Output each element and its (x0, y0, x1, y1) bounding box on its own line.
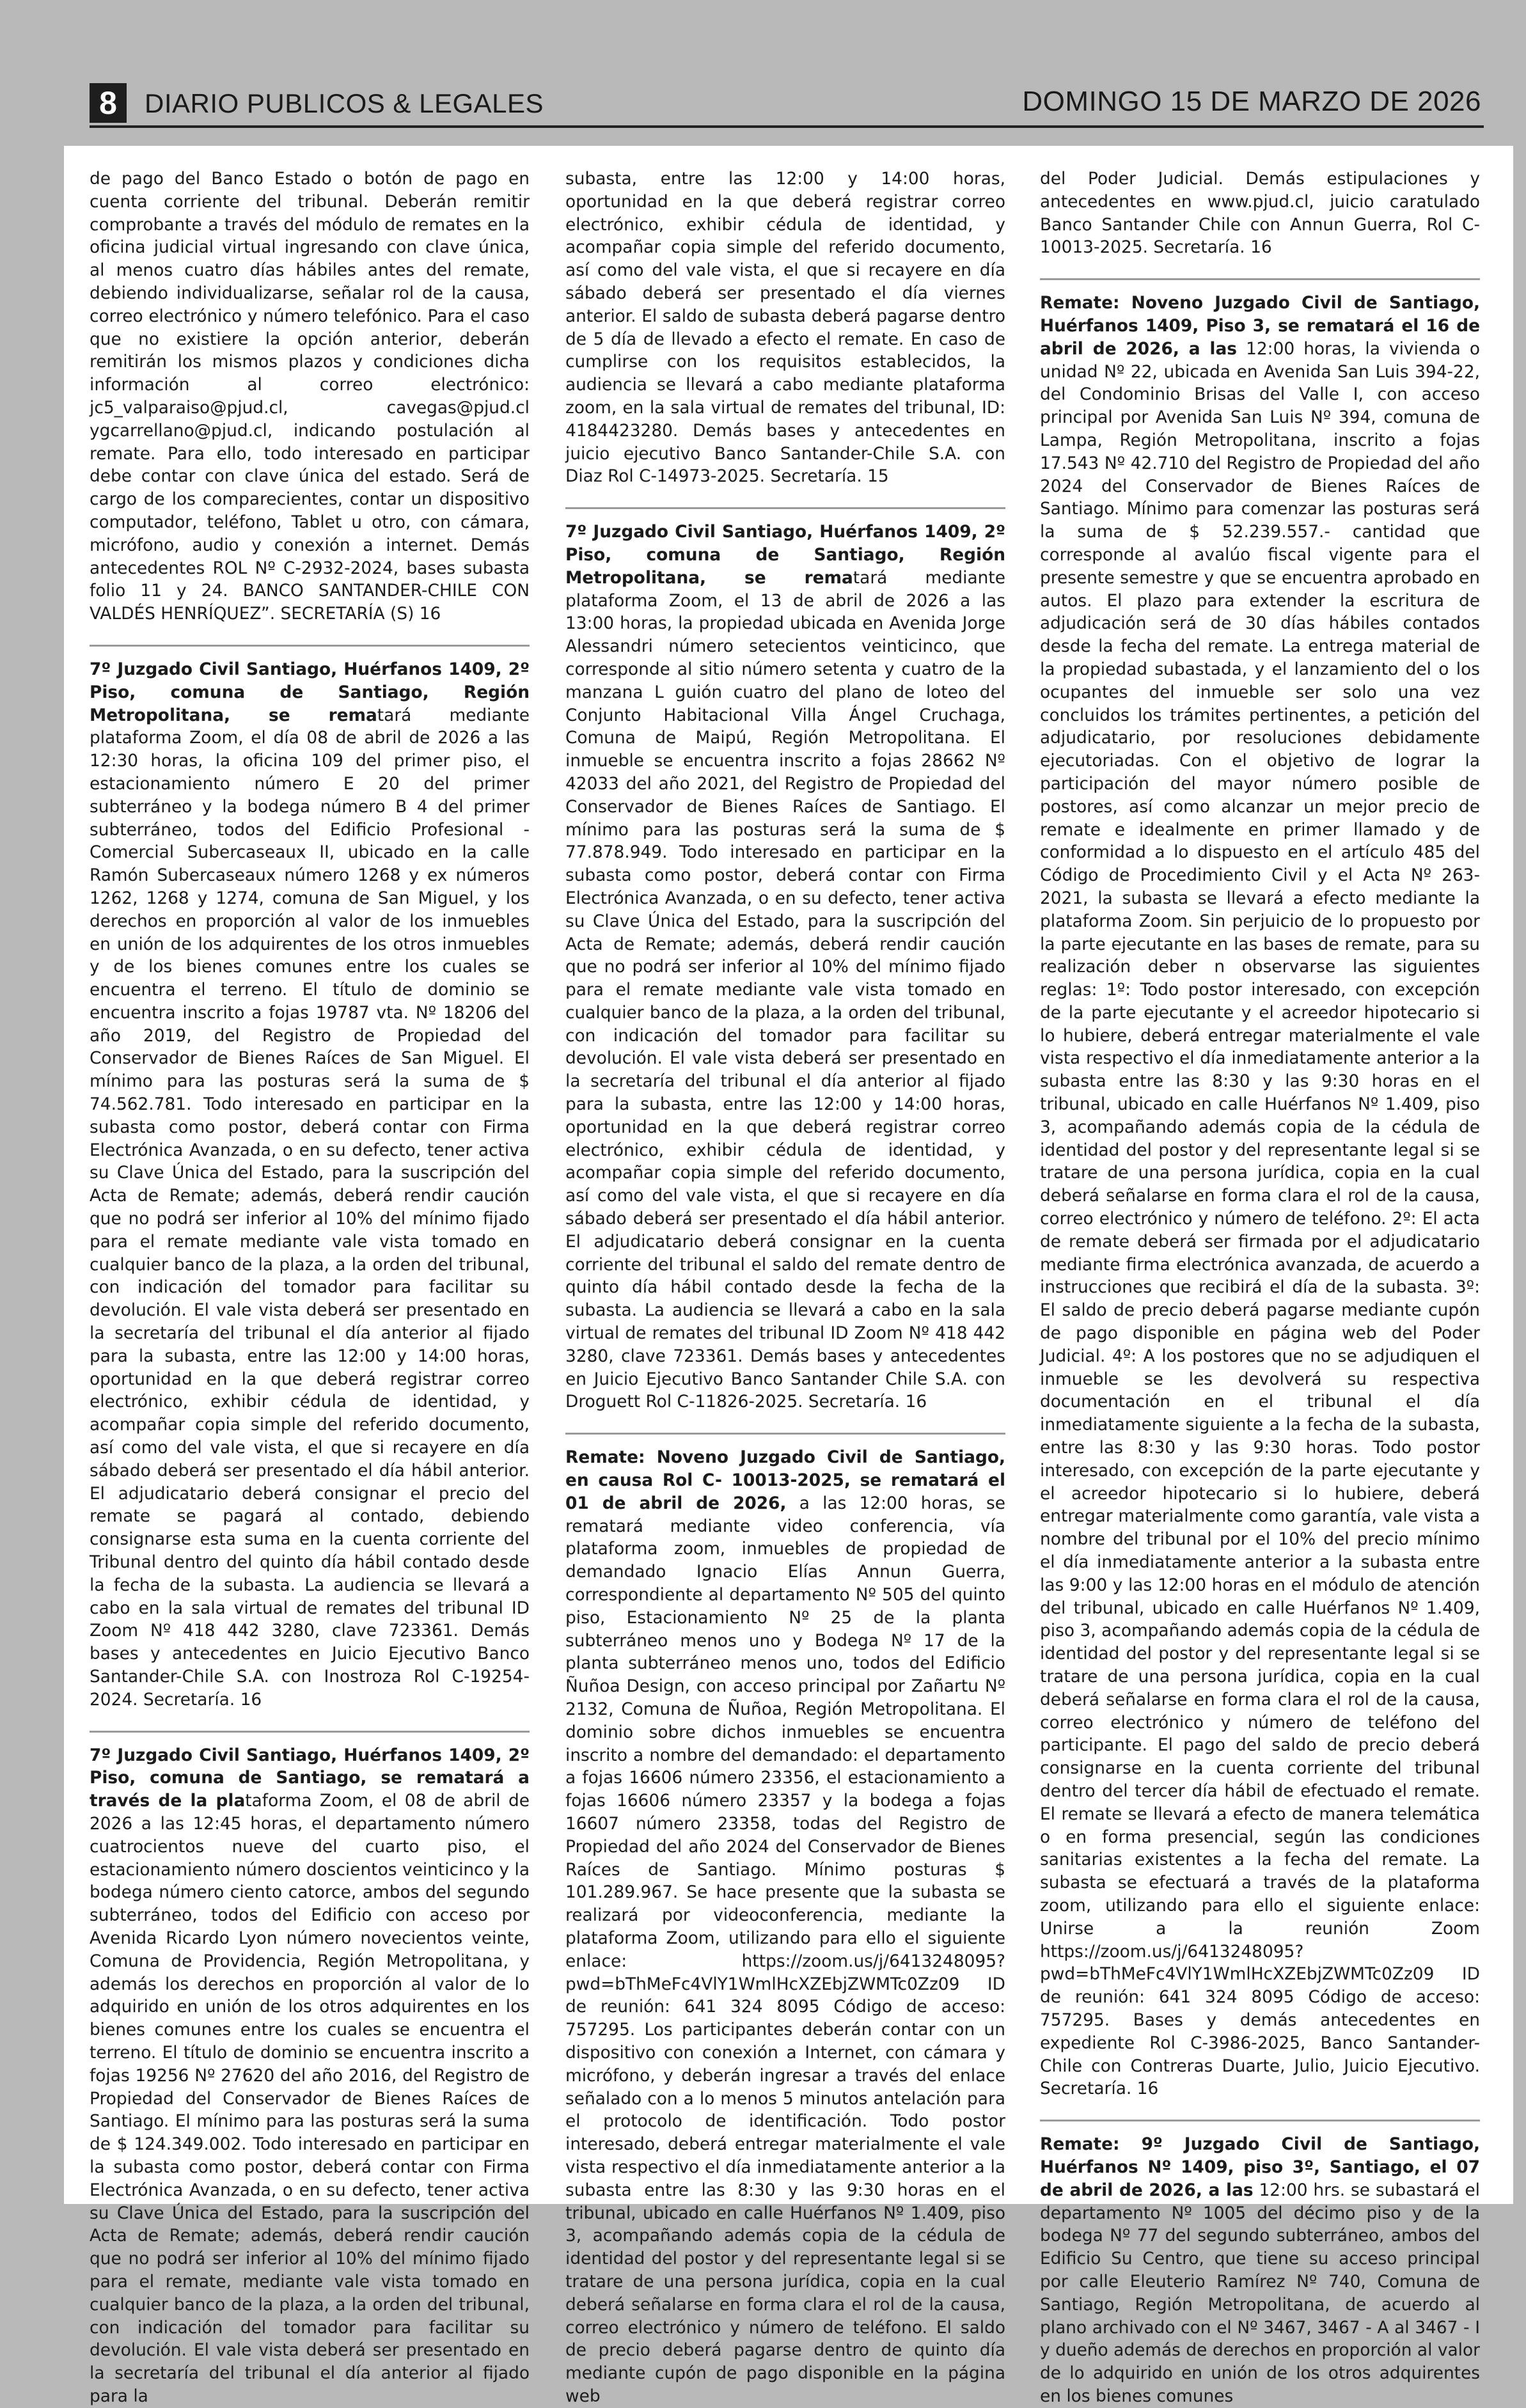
page-sheet (64, 146, 1513, 2406)
legal-notice (1040, 168, 1480, 259)
notice-heading: Remate: Noveno Juzgado Civil de Santiago, Huérfanos 1409, Piso 3, se rematará el 16 de abril de 2026, a las (1040, 293, 1480, 359)
notice-heading: Remate: Noveno Juzgado Civil de Santiago, en causa Rol C- 10013-2025, se rematará el 01 de abril de 2026, (565, 1447, 1005, 1513)
notice-body: tará mediante plataforma Zoom, el 13 de abril de 2026 a las 13:00 horas, la propiedad ubicada en Avenida Jorge Alessandri número setecientos veinticinco, que corresponde al sitio número setenta y cuatro de la manzana L guión cuatro del plano de loteo del Conjunto Habitacional Villa Ángel Cruchaga, Comuna de Maipú, Región Metropolitana. El inmueble se encuentra inscrito a fojas 28662 Nº 42033 del año 2021, del Registro de Propiedad del Conservador de Bienes Raíces de Santiago. El mínimo para las posturas será la suma de $ 77.878.949. Todo interesado en participar en la subasta como postor, deberá contar con Firma Electrónica Avanzada, o en su defecto, tener activa su Clave Única del Estado, para la suscripción del Acta de Remate; además, deberá rendir caución que no podrá ser inferior al 10% del mínimo fijado para el remate mediante vale vista tomado en cualquier banco de la plaza, a la orden del tribunal, con indicación del tomador para facilitar su devolución. El vale vista deberá ser presentado en la secretaría del tribunal el día anterior al fijado para la subasta, entre las 12:00 y 14:00 horas, oportunidad en la que deberá registrar correo electrónico, exhibir cédula de identidad, y acompañar copia simple del referido documento, así como del vale vista, el que si recayere en día sábado deberá ser presentado el día hábil anterior. El adjudicatario deberá consignar en la cuenta corriente del tribunal el saldo del remate dentro de quinto día hábil contado desde la fecha de la subasta. La audiencia se llevará a cabo en la sala virtual de remates del tribunal ID Zoom Nº 418 442 3280, clave 723361. Demás bases y antecedentes en Juicio Ejecutivo Banco Santander Chile S.A. con Droguett Rol C-11826-2025. Secretaría. 16 (565, 567, 1005, 1412)
legal-notice (1040, 2120, 1480, 2408)
publication-name: DIARIO PUBLICOS & LEGALES (145, 88, 544, 118)
notice-body: de pago del Banco Estado o botón de pago en cuenta corriente del tribunal. Deberán remitir comprobante a través del módulo de remates en la oficina judicial virtual ingresando con clave única, al menos cuatro días hábiles antes del remate, debiendo individualizarse, señalar rol de la causa, correo electrónico y número telefónico. Para el caso que no existiere la opción anterior, deberán remitirán los mismos plazos y condiciones dicha información al correo electrónico: jc5_valparaiso@pjud.cl, cavegas@pjud.cl ygcarrellano@pjud.cl, indicando postulación al remate. Para ello, todo interesado en participar debe contar con clave única del estado. Será de cargo de los comparecientes, contar un dispositivo computador, teléfono, Tablet u otro, con cámara, micrófono, audio y conexión a internet. Demás antecedentes ROL Nº C-2932-2024, bases subasta folio 11 y 24. BANCO SANTANDER-CHILE CON VALDÉS HENRÍQUEZ”. SECRETARÍA (S) 16 (90, 169, 530, 624)
publication-date: DOMINGO 15 DE MARZO DE 2026 (1022, 86, 1481, 117)
notice-text (1040, 168, 1480, 259)
notice-body: a las 12:00 horas, se rematará mediante video conferencia, vía plataforma zoom, inmuebles de propiedad de demandado Ignacio Elías Annun Guerra, correspondiente al departamento Nº 505 del quinto piso, Estacionamiento Nº 25 de la planta subterráneo menos uno y Bodega Nº 17 de la planta subterráneo menos uno, todos del Edificio Ñuñoa Design, con acceso principal por Zañartu Nº 2132, Comuna de Ñuñoa, Región Metropolitana. El dominio sobre dichos inmuebles se encuentra inscrito a nombre del demandado: el departamento a fojas 16606 número 23356, el estacionamiento a fojas 16606 número 23357 y la bodega a fojas 16607 número 23358, todas del Registro de Propiedad del año 2024 del Conservador de Bienes Raíces de Santiago. Mínimo posturas $ 101.289.967. Se hace presente que la subasta se realizará por videoconferencia, mediante la plataforma Zoom, utilizando para ello el siguiente enlace: https://zoom.us/j/6413248095?pwd=bThMeFc4VlY1WmlHcXZEbjZWMTc0Zz09 ID de reunión: 641 324 8095 Código de acceso: 757295. Los participantes deberán contar con un dispositivo con conexión a Internet, con cámara y micrófono, y deberán ingresar a través del enlace señalado con a lo menos 5 minutos antelación para el protocolo de identificación. Todo postor interesado, deberá entregar materialmente el vale vista respectivo el día inmediatamente anterior a la subasta entre las 8:30 y las 9:30 horas en el tribunal, ubicado en calle Huérfanos Nº 1.409, piso 3, acompañando además copia de la cédula de identidad del postor y del representante legal si se tratare de una persona jurídica, copia en la cual deberá señalarse en forma clara el rol de la causa, correo electrónico y número de teléfono. El saldo de precio deberá pagarse dentro de quinto día mediante cupón de pago disponible en la página web (565, 1493, 1006, 2406)
notice-heading: 7º Juzgado Civil Santiago, Huérfanos 1409, 2º Piso, comuna de Santiago, Región Metropolitana, se rema (90, 659, 530, 725)
notice-text (565, 1446, 1005, 2407)
notice-body: 12:00 horas, la vivienda o unidad Nº 22, ubicada en Avenida San Luis 394-22, del Condominio Brisas del Valle I, con acceso principal por Avenida San Luis Nº 394, comuna de Lampa, Región Metropolitana, inscrito a fojas 17.543 Nº 42.710 del Registro de Propiedad del año 2024 del Conservador de Bienes Raíces de Santiago. Mínimo para comenzar las posturas será la suma de $ 52.239.557.- cantidad que corresponde al avalúo fiscal vigente para el presente semestre y que se encuentra aprobado en autos. El plazo para extender la escritura de adjudicación será de 30 días hábiles contados desde la fecha del remate. La entrega material de la propiedad subastada, y el lanzamiento del o los ocupantes del inmueble ser solo una vez concluidos los trámites pertinentes, a petición del adjudicatario, por resoluciones debidamente ejecutoriadas. Con el objetivo de lograr la participación del mayor número posible de postores, así como alcanzar un mejor precio de remate e idealmente en primer llamado y de conformidad a lo dispuesto en el artículo 485 del Código de Procedimiento Civil y el Acta Nº 263-2021, la subasta se llevará a efecto mediante la plataforma Zoom. Sin perjuicio de lo propuesto por la parte ejecutante en las bases de remate, para su realización deber n observarse las siguientes reglas: 1º: Todo postor interesado, con excepción de la parte ejecutante y el acreedor hipotecario si lo hubiere, deberá entregar materialmente el vale vista respectivo el día inmediatamente anterior a la subasta entre las 8:30 y las 9:30 horas en el tribunal, ubicado en calle Huérfanos Nº 1.409, piso 3, acompañando además copia de la cédula de identidad del postor y del representante legal si se tratare de una persona jurídica, copia en la cual deberá señalarse en forma clara el rol de la causa, correo electrónico y número de teléfono. 2º: El acta de remate deberá ser firmada por el adjudicatario mediante firma electrónica avanzada, de acuerdo a instrucciones que recibirá el día de la subasta. 3º: El saldo de precio deberá pagarse mediante cupón de pago disponible en página web del Poder Judicial. 4º: A los postores que no se adjudiquen el inmueble se les devolverá su respectiva documentación en el tribunal el día inmediatamente siguiente a la fecha de la subasta, entre las 8:30 y las 9:30 horas. Todo postor interesado, con excepción de la parte ejecutante y el acreedor hipotecario si lo hubiere, deberá entregar materialmente como garantía, vale vista a nombre del tribunal por el 10% del precio mínimo el día inmediatamente anterior a la subasta entre las 9:00 y las 12:00 horas en el módulo de atención del tribunal, ubicado en calle Huérfanos Nº 1.409, piso 3, acompañando además copia de la cédula de identidad del postor y del representante legal si se tratare de una persona jurídica, copia en la cual deberá señalarse en forma clara el rol de la causa, correo electrónico y número de teléfono del participante. El pago del saldo de precio deberá consignarse en la cuenta corriente del tribunal dentro del tercer día hábil de efectuado el remate. El remate se llevará a efecto de manera telemática o en forma presencial, según las condiciones sanitarias existentes a la fecha del remate. La subasta se efectuará a través de la plataforma zoom, utilizando para ello el siguiente enlace: Unirse a la reunión Zoom https://zoom.us/j/6413248095?pwd=bThMeFc4VlY1WmlHcXZEbjZWMTc0Zz09 ID de reunión: 641 324 8095 Código de acceso: 757295. Bases y demás antecedentes en expediente Rol C-3986-2025, Banco Santander-Chile con Contreras Duarte, Julio, Juicio Ejecutivo. Secretaría. 16 (1040, 338, 1480, 2099)
notice-text (90, 658, 530, 1712)
legal-notice (90, 645, 530, 1712)
notice-heading: Remate: 9º Juzgado Civil de Santiago, Huérfanos Nº 1409, piso 3º, Santiago, el 07 de abril de 2026, a las (1040, 2134, 1480, 2200)
notice-heading: 7º Juzgado Civil Santiago, Huérfanos 1409, 2º Piso, comuna de Santiago, se rematará a través de la pla (90, 1745, 530, 1811)
notice-text (565, 168, 1005, 488)
notice-text (90, 1744, 530, 2408)
notice-text (565, 521, 1005, 1413)
legal-notice (565, 507, 1005, 1413)
notice-heading: 7º Juzgado Civil Santiago, Huérfanos 1409, 2º Piso, comuna de Santiago, Región Metropolitana, se rema (565, 522, 1005, 588)
column-3 (1040, 168, 1480, 2406)
legal-notice (90, 168, 530, 626)
column-2 (565, 168, 1006, 2406)
notice-body: 12:00 hrs. se subastará el departamento Nº 1005 del décimo piso y de la bodega Nº 77 del segundo subterráneo, ambos del Edificio Su Centro, que tiene su acceso principal por calle Eleuterio Ramírez Nº 740, Comuna de Santiago, Región Metropolitana, de acuerdo al plano archivado con el Nº 3467, 3467 - A al 3467 - I y dueño además de derechos en proporción al valor de lo adquirido en unión de los otros adquirentes en los bienes comunes (1040, 2180, 1480, 2406)
column-1 (90, 168, 530, 2406)
notice-body: tará mediante plataforma Zoom, el día 08 de abril de 2026 a las 12:30 horas, la oficina 109 del primer piso, el estacionamiento número E 20 del primer subterráneo y la bodega número B 4 del primer subterráneo, todos del Edificio Profesional - Comercial Subercaseaux II, ubicado en la calle Ramón Subercaseaux número 1268 y ex números 1262, 1268 y 1274, comuna de San Miguel, y los derechos en proporción al valor de los inmuebles en unión de los adquirentes de los otros inmuebles y de los bienes comunes entre los cuales se encuentra el terreno. El título de dominio se encuentra inscrito a fojas 19787 vta. Nº 18206 del año 2019, del Registro de Propiedad del Conservador de Bienes Raíces de San Miguel. El mínimo para las posturas será la suma de $ 74.562.781. Todo interesado en participar en la subasta como postor, deberá contar con Firma Electrónica Avanzada, o en su defecto, tener activa su Clave Única del Estado, para la suscripción del Acta de Remate; además, deberá rendir caución que no podrá ser inferior al 10% del mínimo fijado para el remate mediante vale vista tomado en cualquier banco de la plaza, a la orden del tribunal, con indicación del tomador para facilitar su devolución. El vale vista deberá ser presentado en la secretaría del tribunal el día anterior al fijado para la subasta, entre las 12:00 y 14:00 horas, oportunidad en la que deberá registrar correo electrónico, exhibir cédula de identidad, y acompañar copia simple del referido documento, así como del vale vista, el que si recayere en día sábado deberá ser presentado el día hábil anterior. El adjudicatario deberá consignar el precio del remate se pagará al contado, debiendo consignarse esta suma en la cuenta corriente del Tribunal dentro del quinto día hábil contado desde la fecha de la subasta. La audiencia se llevará a cabo en la sala virtual de remates del tribunal ID Zoom Nº 418 442 3280, clave 723361. Demás bases y antecedentes en Juicio Ejecutivo Banco Santander-Chile S.A. con Inostroza Rol C-19254-2024. Secretaría. 16 (90, 705, 530, 1710)
legal-notice (565, 1433, 1005, 2407)
page-number: 8 (90, 83, 127, 123)
newspaper-header (90, 79, 1484, 128)
legal-notice (565, 168, 1005, 488)
notice-body: taforma Zoom, el 08 de abril de 2026 a las 12:45 horas, el departamento número cuatrocientos nueve del cuarto piso, el estacionamiento número doscientos veinticinco y la bodega número ciento catorce, ambos del segundo subterráneo, todos del Edificio con acceso por Avenida Ricardo Lyon número novecientos veinte, Comuna de Providencia, Región Metropolitana, y además los derechos en proporción al valor de lo adquirido en unión de los otros adquirentes en los bienes comunes entre los cuales se encuentra el terreno. El título de dominio se encuentra inscrito a fojas 19256 Nº 27620 del año 2016, del Registro de Propiedad del Conservador de Bienes Raíces de Santiago. El mínimo para las posturas será la suma de $ 124.349.002. Todo interesado en participar en la subasta como postor, deberá contar con Firma Electrónica Avanzada, o en su defecto, tener activa su Clave Única del Estado, para la suscripción del Acta de Remate; además, deberá rendir caución que no podrá ser inferior al 10% del mínimo fijado para el remate, mediante vale vista tomado en cualquier banco de la plaza, a la orden del tribunal, con indicación del tomador para facilitar su devolución. El vale vista deberá ser presentado en la secretaría del tribunal el día anterior al fijado para la (90, 1791, 530, 2406)
notice-text (1040, 292, 1480, 2100)
notice-text (1040, 2133, 1480, 2408)
legal-notice (90, 1731, 530, 2408)
notice-text (90, 168, 530, 626)
legal-notice (1040, 278, 1480, 2100)
notice-body: del Poder Judicial. Demás estipulaciones y antecedentes en www.pjud.cl, juicio caratulado Banco Santander Chile con Annun Guerra, Rol C- 10013-2025. Secretaría. 16 (1040, 169, 1480, 258)
notice-body: subasta, entre las 12:00 y 14:00 horas, oportunidad en la que deberá registrar correo electrónico, exhibir cédula de identidad, y acompañar copia simple del referido documento, así como del vale vista, el que si recayere en día sábado deberá ser presentado el día viernes anterior. El saldo de subasta deberá pagarse dentro de 5 día de llevado a efecto el remate. En caso de cumplirse con los requisitos establecidos, la audiencia se llevará a cabo mediante plataforma zoom, en la sala virtual de remates del tribunal, ID: 4184423280. Demás bases y antecedentes en juicio ejecutivo Banco Santander-Chile S.A. con Diaz Rol C-14973-2025. Secretaría. 15 (565, 169, 1005, 487)
